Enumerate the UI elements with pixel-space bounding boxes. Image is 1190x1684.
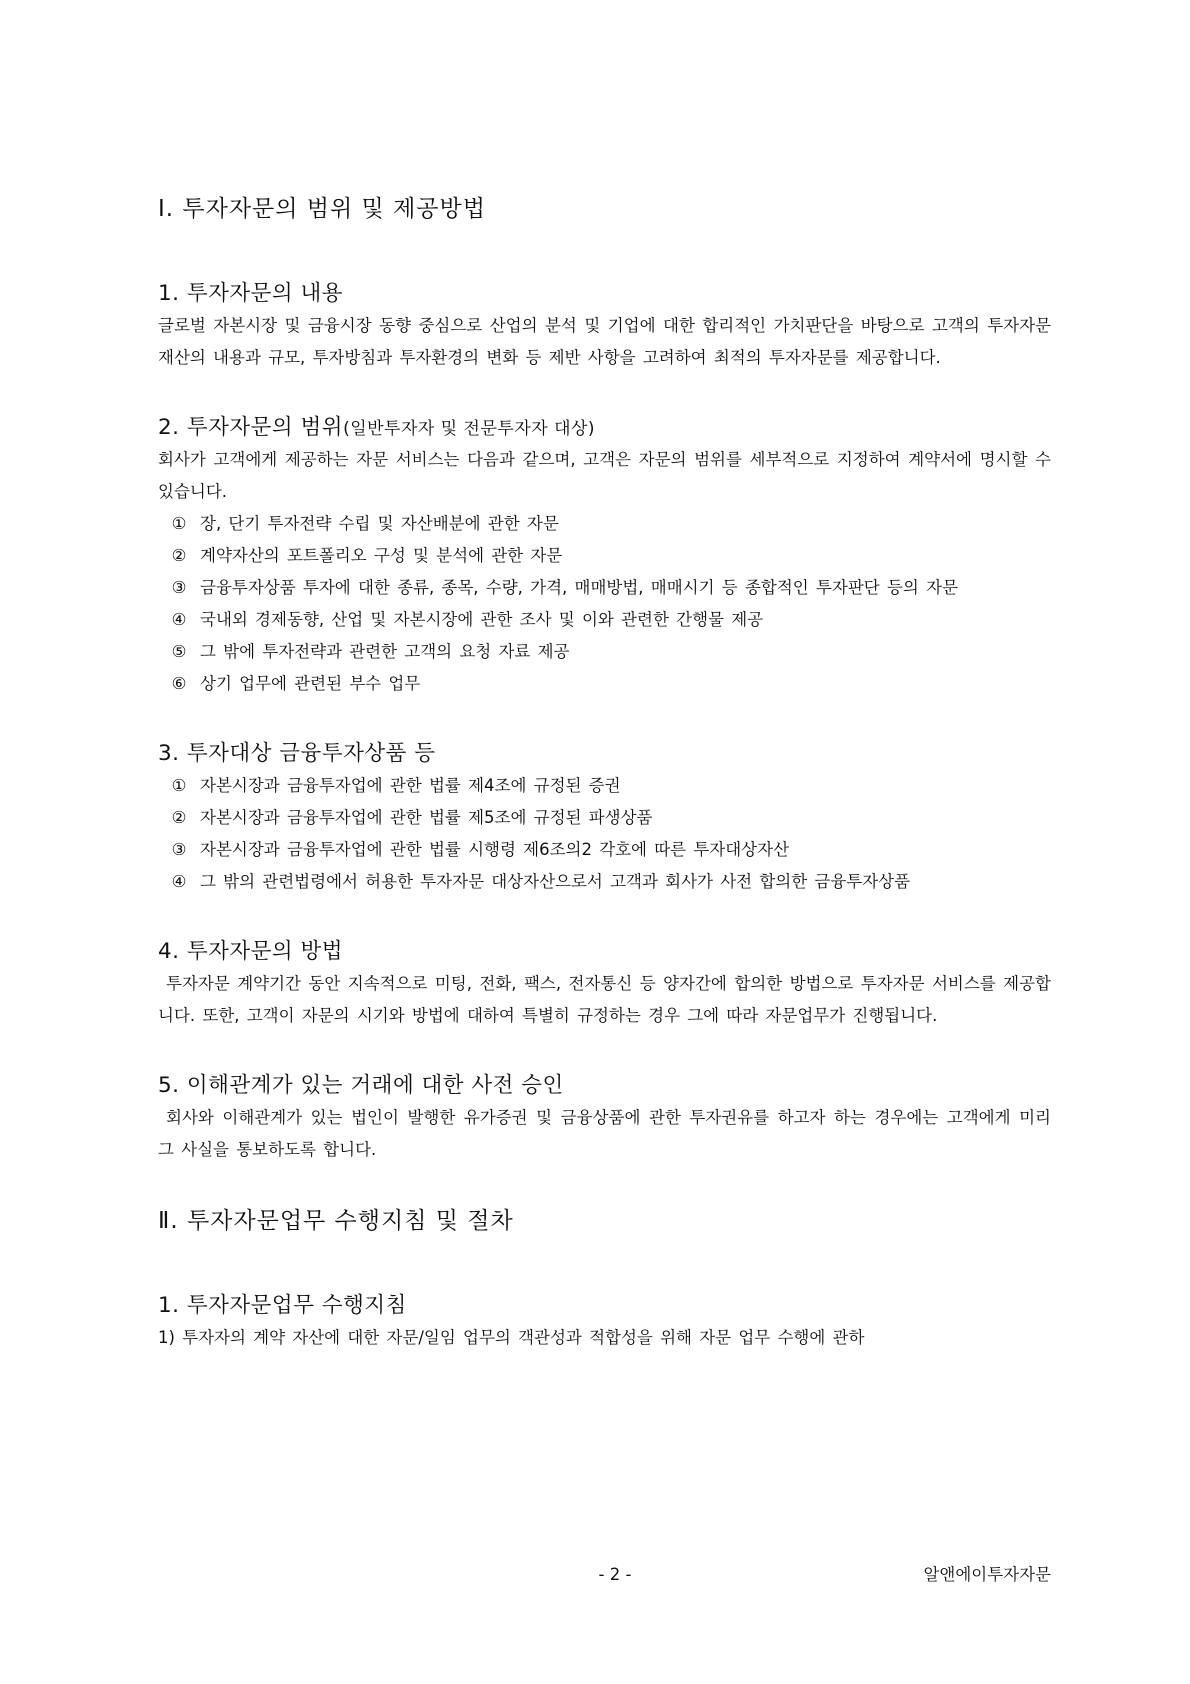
list-item <box>158 668 1051 700</box>
subsection-1-5-body: 회사와 이해관계가 있는 법인이 발행한 유가증권 및 금융상품에 관한 투자권유를 하고자 하는 경우에는 고객에게 미리 그 사실을 통보하도록 합니다. <box>158 1108 1051 1159</box>
investment-target-list <box>158 770 1051 898</box>
subsection-1-4-body: 투자자문 계약기간 동안 지속적으로 미팅, 전화, 팩스, 전자통신 등 양자간에 합의한 방법으로 투자자문 서비스를 제공합니다. 또한, 고객이 자문의 시기와 방법에 대하여 특별히 규정하는 경우 그에 따라 자문업무가 진행됩니다. <box>158 974 1051 1025</box>
list-item-text: 자본시장과 금융투자업에 관한 법률 제5조에 규정된 파생상품 <box>200 808 653 827</box>
list-item-text: 자본시장과 금융투자업에 관한 법률 제4조에 규정된 증권 <box>200 776 621 795</box>
list-item-text: 국내외 경제동향, 산업 및 자본시장에 관한 조사 및 이와 관련한 간행물 제공 <box>200 610 764 629</box>
list-marker: ④ <box>171 610 187 629</box>
list-marker: ② <box>171 546 187 565</box>
list-item-text: 장, 단기 투자전략 수립 및 자산배분에 관한 자문 <box>200 514 559 533</box>
list-item <box>158 540 1051 572</box>
page-number: - 2 - <box>598 1565 632 1584</box>
list-item <box>158 572 1051 604</box>
list-marker: ⑥ <box>171 674 187 693</box>
list-item-text: 그 밖에 투자전략과 관련한 고객의 요청 자료 제공 <box>200 642 570 661</box>
list-item <box>158 834 1051 866</box>
subsection-2-1-item-1: 1) 투자자의 계약 자산에 대한 자문/일임 업무의 객관성과 적합성을 위해 자문 업무 수행에 관하 <box>158 1328 865 1347</box>
list-item-text: 상기 업무에 관련된 부수 업무 <box>200 674 421 693</box>
list-item <box>158 604 1051 636</box>
list-marker: ② <box>171 808 187 827</box>
list-marker: ④ <box>171 872 187 891</box>
subsection-1-1-title: 1. 투자자문의 내용 <box>158 281 344 306</box>
subsection-1-5-title: 5. 이해관계가 있는 거래에 대한 사전 승인 <box>158 1073 564 1098</box>
subsection-1-2-body: 회사가 고객에게 제공하는 자문 서비스는 다음과 같으며, 고객은 자문의 범위를 세부적으로 지정하여 계약서에 명시할 수 있습니다. <box>158 450 1051 501</box>
list-item-text: 자본시장과 금융투자업에 관한 법률 시행령 제6조의2 각호에 따른 투자대상자산 <box>200 840 790 859</box>
list-marker: ⑤ <box>171 642 187 661</box>
list-item <box>158 802 1051 834</box>
list-marker: ③ <box>171 840 187 859</box>
list-item <box>158 636 1051 668</box>
list-item <box>158 770 1051 802</box>
subsection-1-2-title-qualifier: (일반투자자 및 전문투자자 대상) <box>343 419 596 439</box>
list-item <box>158 866 1051 898</box>
list-item-text: 계약자산의 포트폴리오 구성 및 분석에 관한 자문 <box>200 546 563 565</box>
subsection-1-3-title: 3. 투자대상 금융투자상품 등 <box>158 741 436 766</box>
advisory-scope-list <box>158 508 1051 700</box>
page-content <box>158 192 1051 1354</box>
subsection-1-2-title <box>158 412 1051 444</box>
section-2-title: Ⅱ. 투자자문업무 수행지침 및 절차 <box>158 1208 514 1234</box>
list-item <box>158 508 1051 540</box>
list-marker: ③ <box>171 578 187 597</box>
section-1-title: Ⅰ. 투자자문의 범위 및 제공방법 <box>158 196 486 222</box>
list-item-text: 금융투자상품 투자에 대한 종류, 종목, 수량, 가격, 매매방법, 매매시기 등 종합적인 투자판단 등의 자문 <box>200 578 958 597</box>
page-footer <box>0 1563 1190 1587</box>
subsection-1-2-title-main: 2. 투자자문의 범위 <box>158 415 344 440</box>
list-marker: ① <box>171 514 187 533</box>
subsection-2-1-title: 1. 투자자문업무 수행지침 <box>158 1293 407 1318</box>
subsection-1-1-body: 글로벌 자본시장 및 금융시장 동향 중심으로 산업의 분석 및 기업에 대한 합리적인 가치판단을 바탕으로 고객의 투자자문 재산의 내용과 규모, 투자방침과 투자환경의 변화 등 제반 사항을 고려하여 최적의 투자자문를 제공합니다. <box>158 316 1051 367</box>
subsection-1-4-title: 4. 투자자문의 방법 <box>158 939 344 964</box>
list-marker: ① <box>171 776 187 795</box>
list-item-text: 그 밖의 관련법령에서 허용한 투자자문 대상자산으로서 고객과 회사가 사전 합의한 금융투자상품 <box>200 872 911 891</box>
company-name: 알앤에이투자자문 <box>923 1565 1051 1584</box>
